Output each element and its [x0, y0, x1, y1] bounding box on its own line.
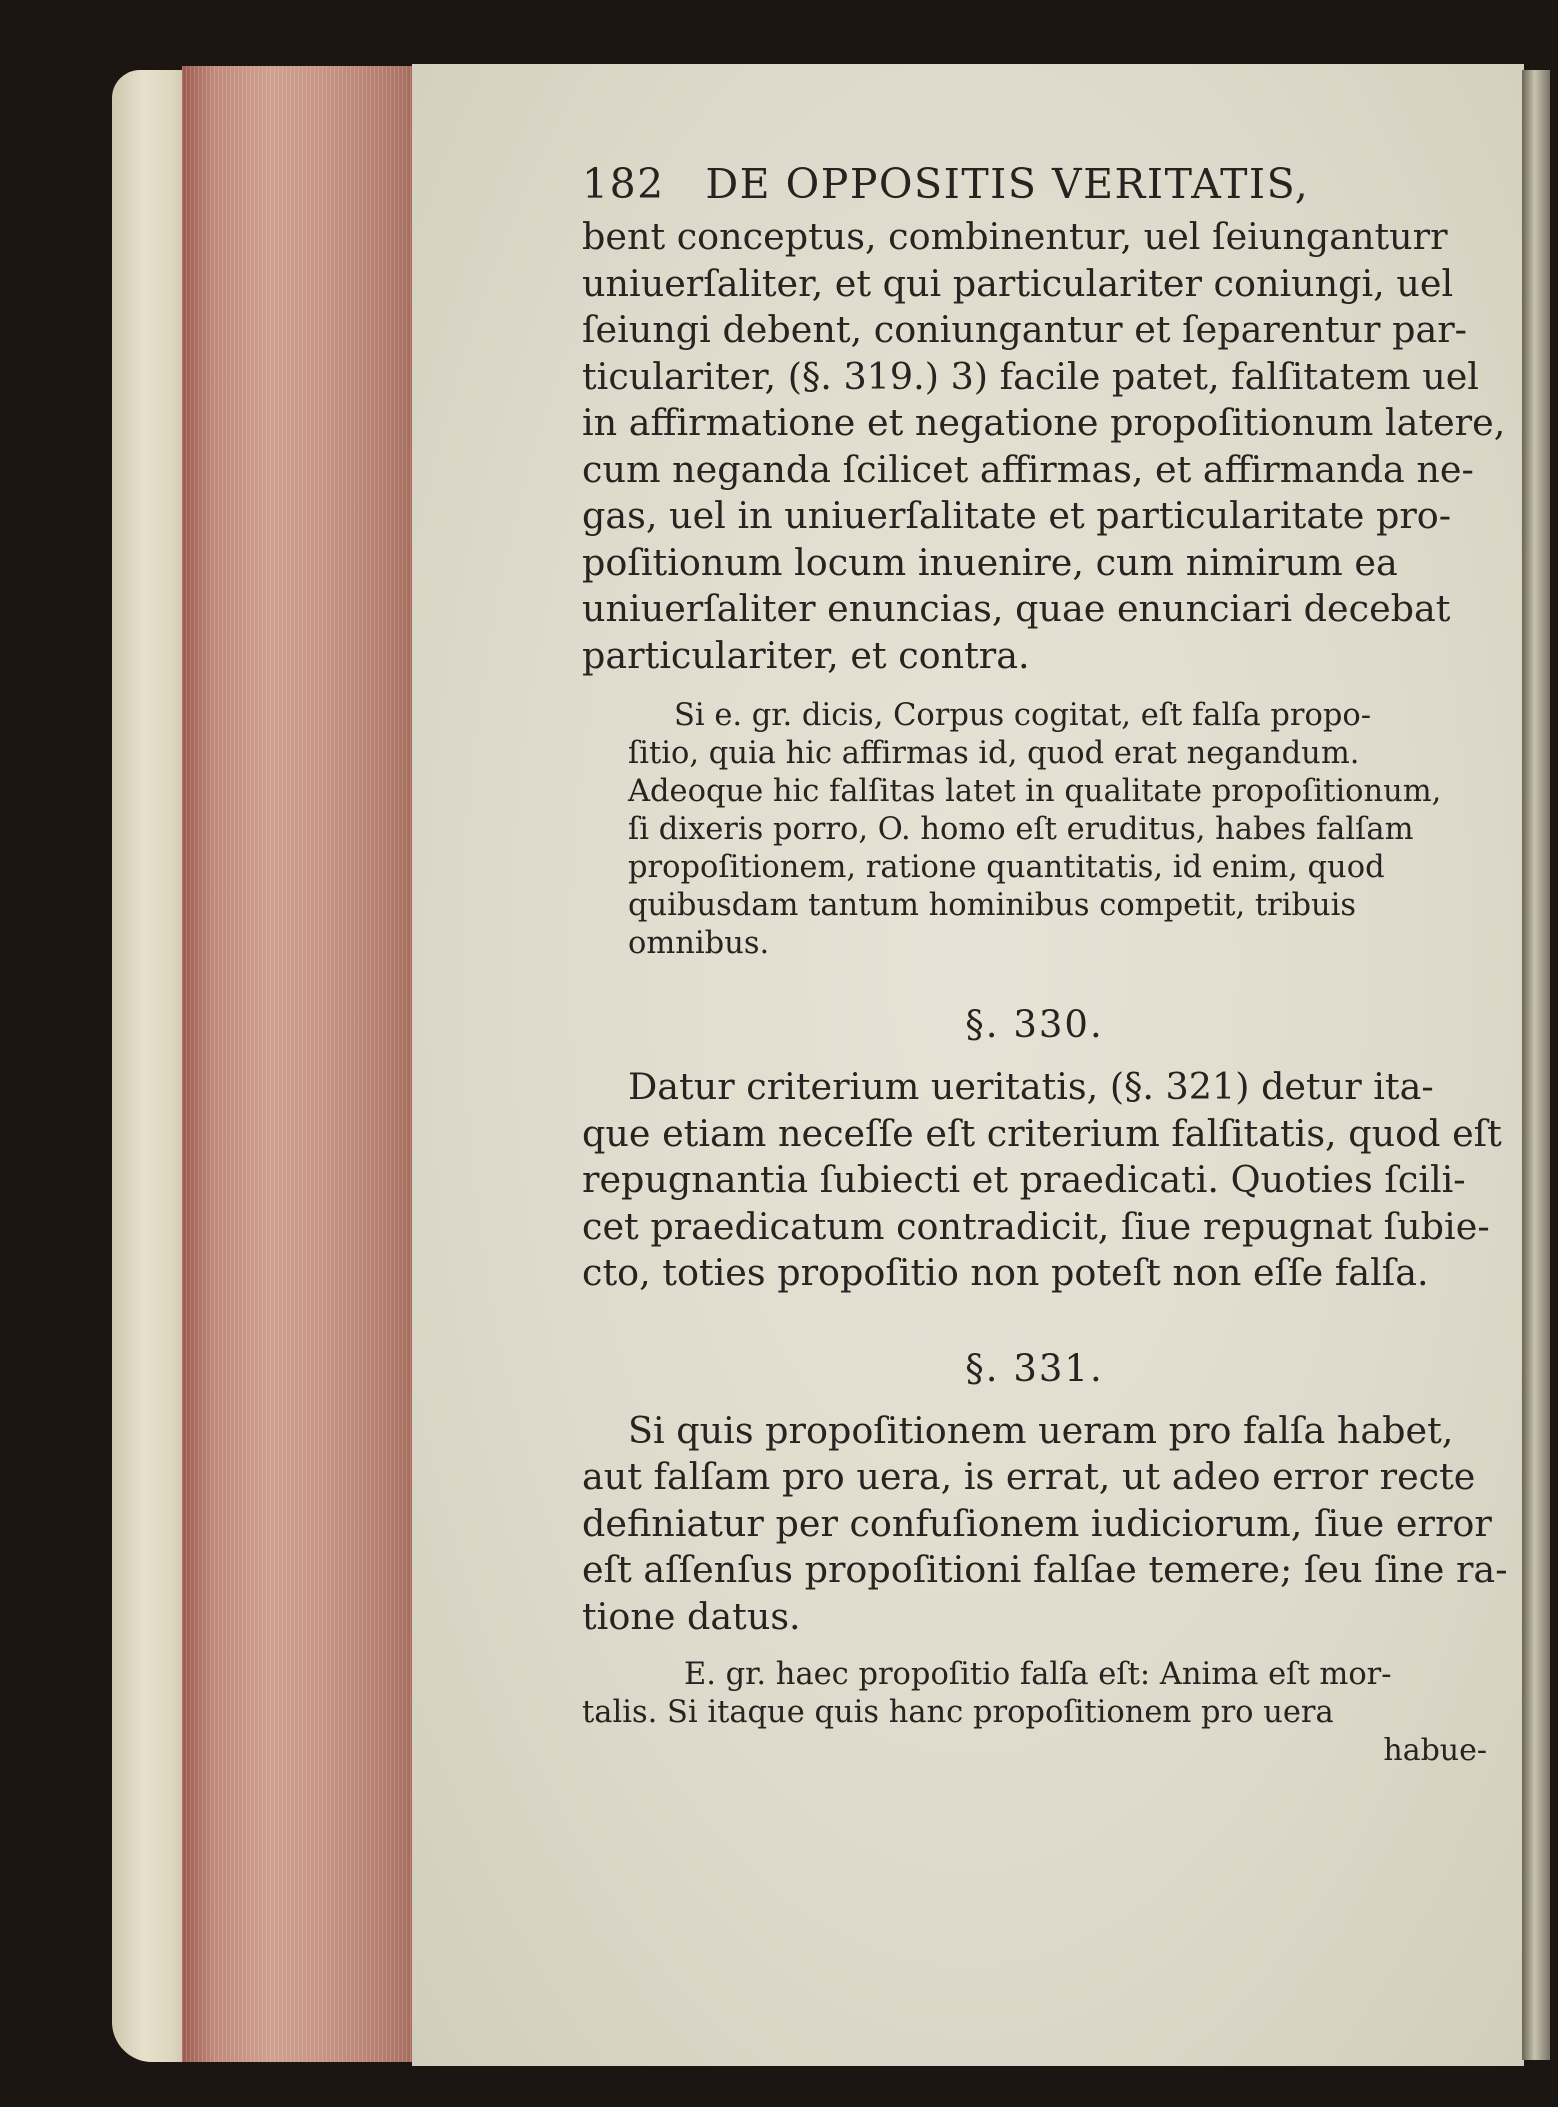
note-line: Adeoque hic falſitas latet in qualitate propoſitionum,	[628, 774, 1442, 809]
text-line: repugnantia ſubiecti et praedicati. Quoties ſcili-	[582, 1158, 1466, 1201]
text-line: uniuerſaliter enuncias, quae enunciari decebat	[582, 587, 1451, 630]
text-line: cet praedicatum contradicit, ſiue repugnat ſubie-	[582, 1204, 1490, 1248]
text-line: definiatur per confuſionem iudiciorum, ſiue error	[582, 1501, 1492, 1545]
text-line: que etiam neceſſe eſt criterium falſitatis, quod eſt	[582, 1111, 1502, 1155]
note-line: omnibus.	[628, 926, 770, 961]
note-line: Si e. gr. dicis, Corpus cogitat, eſt falſa propo-	[674, 698, 1372, 733]
note-line: talis. Si itaque quis hanc propoſitionem pro uera	[582, 1695, 1334, 1730]
running-title: DE OPPOSITIS VERITATIS,	[705, 160, 1310, 208]
text-line: poſitionum locum inuenire, cum nimirum ea	[582, 540, 1398, 584]
page-edges	[182, 66, 414, 2062]
text-line: ticulariter, (§. 319.) 3) facile patet, falſitatem uel	[582, 354, 1479, 398]
note-line: ſi dixeris porro, O. homo eſt eruditus, habes falſam	[628, 812, 1414, 847]
text-line: bent conceptus, combinentur, uel ſeiunganturr	[582, 215, 1448, 258]
text-line: particulariter, et contra.	[582, 633, 1030, 677]
note-line: propoſitionem, ratione quantitatis, id enim, quod	[628, 850, 1385, 885]
text-line: tione datus.	[582, 1594, 801, 1638]
paragraph-continued	[582, 214, 1506, 679]
example-note	[628, 697, 1487, 963]
text-line: in affirmatione et negatione propoſitionum latere,	[582, 401, 1506, 444]
note-line: ſitio, quia hic affirmas id, quod erat negandum.	[628, 736, 1360, 771]
text-line: Si quis propoſitionem ueram pro falſa habet,	[628, 1408, 1454, 1452]
section-330-text	[582, 1064, 1502, 1297]
text-line: gas, uel in uniuerſalitate et particularitate pro-	[582, 494, 1452, 537]
catchword: habue-	[1383, 1733, 1487, 1768]
text-line: uniuerſaliter, et qui particulariter coniungi, uel	[582, 261, 1454, 305]
text-line: cum neganda ſcilicet affirmas, et affirmanda ne-	[582, 447, 1474, 491]
text-line: ſeiungi debent, coniungantur et ſeparentur par-	[582, 308, 1468, 351]
example-note-2	[582, 1656, 1487, 1770]
section-331-text	[582, 1408, 1508, 1641]
text-line: Datur criterium ueritatis, (§. 321) detur ita-	[628, 1065, 1434, 1108]
running-header	[582, 160, 1487, 208]
section-heading-330: §. 330.	[965, 1003, 1104, 1046]
section-heading-331: §. 331.	[965, 1346, 1104, 1390]
text-line: eſt aſſenſus propoſitioni falſae temere; ſeu ſine ra-	[582, 1548, 1508, 1591]
note-line: quibusdam tantum hominibus competit, tribuis	[628, 888, 1357, 923]
book-gutter	[1522, 70, 1550, 2060]
page-number: 182	[582, 160, 665, 208]
text-line: aut falſam pro uera, is errat, ut adeo error recte	[582, 1455, 1476, 1498]
page-text	[582, 160, 1508, 1770]
note-line: E. gr. haec propoſitio falſa eſt: Anima eſt mor-	[684, 1657, 1392, 1692]
text-line: cto, toties propoſitio non poteſt non eſſe falſa.	[582, 1251, 1429, 1294]
